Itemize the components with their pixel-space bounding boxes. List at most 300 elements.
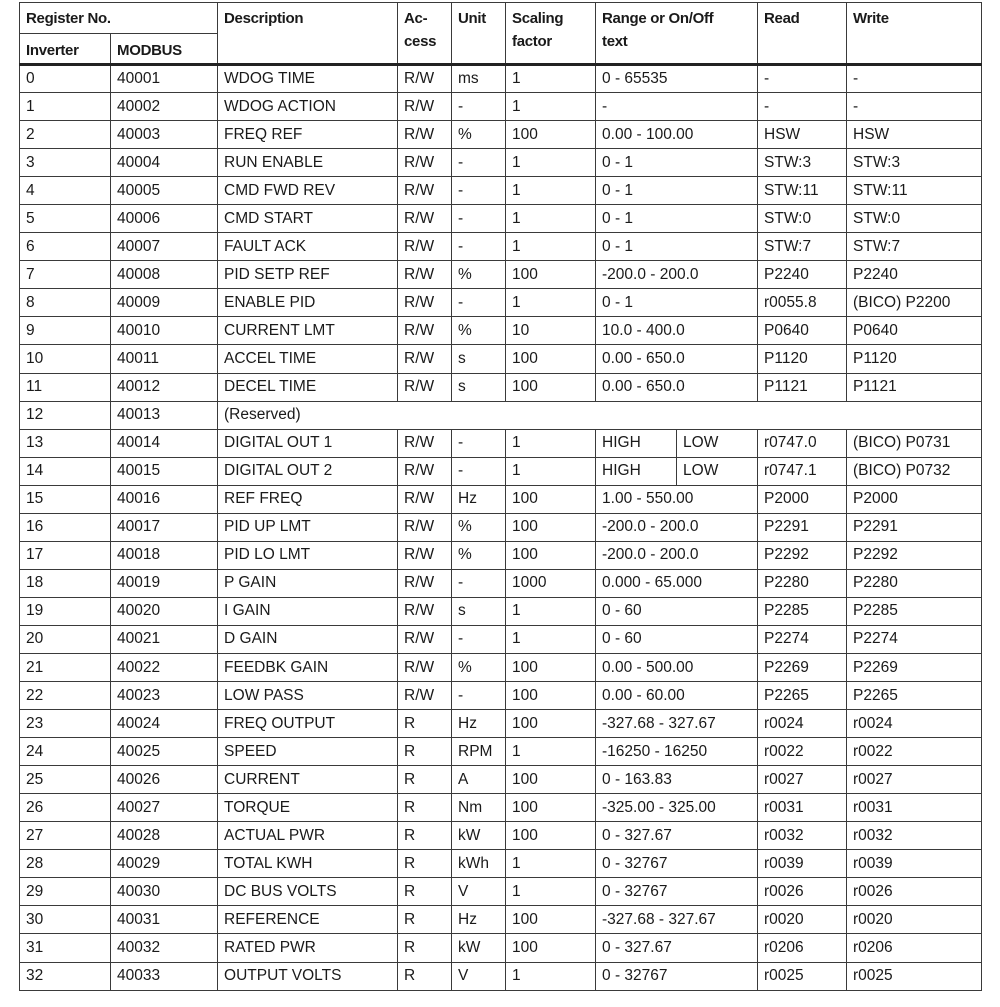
cell-modbus: 40016	[111, 485, 218, 513]
cell-access: R	[398, 738, 452, 766]
cell-inverter: 21	[20, 653, 111, 681]
table-row	[20, 738, 982, 766]
cell-description: RUN ENABLE	[218, 149, 398, 177]
cell-scaling: 1	[506, 233, 596, 261]
table-row	[20, 878, 982, 906]
table-row	[20, 65, 982, 93]
cell-write: STW:7	[847, 233, 982, 261]
cell-write: STW:0	[847, 205, 982, 233]
table-row	[20, 429, 982, 457]
cell-read: P0640	[758, 317, 847, 345]
cell-write: HSW	[847, 121, 982, 149]
cell-inverter: 22	[20, 682, 111, 710]
cell-scaling: 1000	[506, 569, 596, 597]
cell-access: R/W	[398, 345, 452, 373]
cell-access: R/W	[398, 625, 452, 653]
cell-range: 0 - 1	[596, 289, 758, 317]
cell-write: r0032	[847, 822, 982, 850]
cell-access: R/W	[398, 233, 452, 261]
cell-description: I GAIN	[218, 597, 398, 625]
cell-range: 0.00 - 500.00	[596, 653, 758, 681]
cell-inverter: 1	[20, 93, 111, 121]
cell-unit: Hz	[452, 906, 506, 934]
cell-scaling: 100	[506, 653, 596, 681]
cell-inverter: 28	[20, 850, 111, 878]
cell-modbus: 40003	[111, 121, 218, 149]
cell-read: P1121	[758, 373, 847, 401]
cell-modbus: 40009	[111, 289, 218, 317]
cell-description: OUTPUT VOLTS	[218, 962, 398, 990]
cell-inverter: 29	[20, 878, 111, 906]
cell-unit: s	[452, 373, 506, 401]
cell-access: R/W	[398, 177, 452, 205]
cell-read: r0025	[758, 962, 847, 990]
cell-read: P2000	[758, 485, 847, 513]
cell-modbus: 40010	[111, 317, 218, 345]
cell-range: -200.0 - 200.0	[596, 541, 758, 569]
header-range: Range or On/Off text	[596, 3, 758, 65]
cell-range: -	[596, 93, 758, 121]
table-row	[20, 373, 982, 401]
table-row	[20, 177, 982, 205]
table-row	[20, 934, 982, 962]
cell-unit: -	[452, 205, 506, 233]
cell-modbus: 40017	[111, 513, 218, 541]
cell-access: R/W	[398, 65, 452, 93]
table-row	[20, 149, 982, 177]
cell-description: REFERENCE	[218, 906, 398, 934]
cell-access: R	[398, 794, 452, 822]
cell-read: P2269	[758, 653, 847, 681]
cell-description: CMD FWD REV	[218, 177, 398, 205]
cell-read: P1120	[758, 345, 847, 373]
cell-description: DC BUS VOLTS	[218, 878, 398, 906]
cell-inverter: 16	[20, 513, 111, 541]
cell-inverter: 6	[20, 233, 111, 261]
cell-unit: ms	[452, 65, 506, 93]
cell-write: r0026	[847, 878, 982, 906]
cell-read: P2274	[758, 625, 847, 653]
header-modbus: MODBUS	[111, 34, 218, 65]
cell-inverter: 15	[20, 485, 111, 513]
cell-scaling: 100	[506, 261, 596, 289]
cell-inverter: 9	[20, 317, 111, 345]
cell-inverter: 10	[20, 345, 111, 373]
cell-write: (BICO) P0732	[847, 457, 982, 485]
header-register-no: Register No.	[20, 3, 218, 34]
header-write: Write	[847, 3, 982, 65]
cell-range: 0.00 - 100.00	[596, 121, 758, 149]
cell-read: P2285	[758, 597, 847, 625]
cell-description: CMD START	[218, 205, 398, 233]
cell-scaling: 100	[506, 121, 596, 149]
cell-access: R/W	[398, 541, 452, 569]
cell-range: 0.00 - 650.0	[596, 345, 758, 373]
cell-unit: RPM	[452, 738, 506, 766]
cell-access: R/W	[398, 149, 452, 177]
cell-unit: -	[452, 289, 506, 317]
cell-range: -200.0 - 200.0	[596, 513, 758, 541]
cell-inverter: 8	[20, 289, 111, 317]
table-row	[20, 205, 982, 233]
cell-access: R/W	[398, 597, 452, 625]
cell-scaling: 1	[506, 878, 596, 906]
cell-description: CURRENT	[218, 766, 398, 794]
cell-scaling: 1	[506, 850, 596, 878]
cell-inverter: 11	[20, 373, 111, 401]
cell-inverter: 13	[20, 429, 111, 457]
table-row	[20, 766, 982, 794]
cell-read: r0020	[758, 906, 847, 934]
cell-description: RATED PWR	[218, 934, 398, 962]
cell-modbus: 40023	[111, 682, 218, 710]
cell-inverter: 5	[20, 205, 111, 233]
cell-inverter: 31	[20, 934, 111, 962]
table-row	[20, 597, 982, 625]
cell-inverter: 20	[20, 625, 111, 653]
cell-unit: -	[452, 233, 506, 261]
cell-read: STW:3	[758, 149, 847, 177]
header-scaling-factor: Scaling factor	[506, 3, 596, 65]
cell-write: P2000	[847, 485, 982, 513]
cell-scaling: 1	[506, 65, 596, 93]
cell-access: R	[398, 878, 452, 906]
cell-modbus: 40002	[111, 93, 218, 121]
cell-scaling: 1	[506, 177, 596, 205]
cell-modbus: 40018	[111, 541, 218, 569]
cell-description: FAULT ACK	[218, 233, 398, 261]
cell-range: 0 - 327.67	[596, 822, 758, 850]
cell-read: -	[758, 93, 847, 121]
cell-read: r0747.1	[758, 457, 847, 485]
cell-write: P2292	[847, 541, 982, 569]
cell-inverter: 32	[20, 962, 111, 990]
table-body	[20, 65, 982, 991]
cell-read: -	[758, 65, 847, 93]
cell-description: FEEDBK GAIN	[218, 653, 398, 681]
cell-description: REF FREQ	[218, 485, 398, 513]
cell-inverter: 26	[20, 794, 111, 822]
cell-inverter: 25	[20, 766, 111, 794]
cell-range: 0.00 - 650.0	[596, 373, 758, 401]
cell-write: r0022	[847, 738, 982, 766]
cell-unit: Hz	[452, 485, 506, 513]
cell-range: -327.68 - 327.67	[596, 906, 758, 934]
cell-scaling: 1	[506, 457, 596, 485]
cell-access: R	[398, 822, 452, 850]
cell-read: STW:7	[758, 233, 847, 261]
cell-description: ACCEL TIME	[218, 345, 398, 373]
cell-modbus: 40014	[111, 429, 218, 457]
cell-write: P1121	[847, 373, 982, 401]
cell-unit: %	[452, 541, 506, 569]
cell-range: 10.0 - 400.0	[596, 317, 758, 345]
cell-range: 0 - 163.83	[596, 766, 758, 794]
cell-scaling: 100	[506, 682, 596, 710]
cell-description: ENABLE PID	[218, 289, 398, 317]
cell-scaling: 100	[506, 822, 596, 850]
cell-write: P2274	[847, 625, 982, 653]
cell-range: 0 - 32767	[596, 962, 758, 990]
cell-unit: %	[452, 653, 506, 681]
cell-unit: kW	[452, 822, 506, 850]
cell-unit: %	[452, 317, 506, 345]
cell-inverter: 4	[20, 177, 111, 205]
cell-modbus: 40015	[111, 457, 218, 485]
cell-read: r0022	[758, 738, 847, 766]
cell-read: r0206	[758, 934, 847, 962]
cell-inverter: 23	[20, 710, 111, 738]
cell-write: P2265	[847, 682, 982, 710]
cell-inverter: 3	[20, 149, 111, 177]
table-row	[20, 682, 982, 710]
cell-scaling: 100	[506, 794, 596, 822]
cell-access: R/W	[398, 513, 452, 541]
table-row	[20, 401, 982, 429]
cell-unit: %	[452, 121, 506, 149]
cell-access: R/W	[398, 261, 452, 289]
cell-range-off: LOW	[677, 457, 758, 485]
cell-unit: -	[452, 682, 506, 710]
cell-range: 0 - 32767	[596, 850, 758, 878]
cell-unit: %	[452, 513, 506, 541]
cell-modbus: 40020	[111, 597, 218, 625]
cell-description-reserved: (Reserved)	[218, 401, 982, 429]
cell-range: 0 - 327.67	[596, 934, 758, 962]
cell-write: P1120	[847, 345, 982, 373]
cell-write: STW:11	[847, 177, 982, 205]
cell-access: R/W	[398, 485, 452, 513]
cell-write: P2285	[847, 597, 982, 625]
cell-modbus: 40005	[111, 177, 218, 205]
cell-range: 0 - 1	[596, 177, 758, 205]
cell-write: r0027	[847, 766, 982, 794]
cell-write: STW:3	[847, 149, 982, 177]
cell-read: r0032	[758, 822, 847, 850]
header-unit: Unit	[452, 3, 506, 65]
cell-write: r0039	[847, 850, 982, 878]
cell-read: r0027	[758, 766, 847, 794]
cell-unit: -	[452, 177, 506, 205]
table-row	[20, 906, 982, 934]
cell-write: r0031	[847, 794, 982, 822]
cell-unit: -	[452, 569, 506, 597]
table-row	[20, 485, 982, 513]
cell-scaling: 100	[506, 541, 596, 569]
cell-scaling: 1	[506, 93, 596, 121]
table-row	[20, 541, 982, 569]
cell-read: P2292	[758, 541, 847, 569]
cell-range: 0 - 60	[596, 597, 758, 625]
cell-access: R/W	[398, 429, 452, 457]
cell-description: LOW PASS	[218, 682, 398, 710]
cell-scaling: 100	[506, 766, 596, 794]
cell-range: 0 - 65535	[596, 65, 758, 93]
cell-description: CURRENT LMT	[218, 317, 398, 345]
cell-access: R/W	[398, 205, 452, 233]
table-row	[20, 822, 982, 850]
cell-scaling: 1	[506, 149, 596, 177]
cell-scaling: 1	[506, 738, 596, 766]
cell-modbus: 40006	[111, 205, 218, 233]
cell-inverter: 19	[20, 597, 111, 625]
cell-write: r0024	[847, 710, 982, 738]
cell-access: R	[398, 766, 452, 794]
cell-modbus: 40027	[111, 794, 218, 822]
modbus-register-table	[19, 2, 982, 991]
cell-read: HSW	[758, 121, 847, 149]
cell-write: (BICO) P0731	[847, 429, 982, 457]
cell-range: 0.000 - 65.000	[596, 569, 758, 597]
table-row	[20, 345, 982, 373]
cell-range: 0 - 1	[596, 233, 758, 261]
cell-description: PID SETP REF	[218, 261, 398, 289]
cell-range: -325.00 - 325.00	[596, 794, 758, 822]
cell-unit: -	[452, 625, 506, 653]
cell-inverter: 27	[20, 822, 111, 850]
table-row	[20, 962, 982, 990]
table-row	[20, 261, 982, 289]
cell-access: R/W	[398, 289, 452, 317]
cell-unit: -	[452, 457, 506, 485]
table-row	[20, 457, 982, 485]
cell-write: r0020	[847, 906, 982, 934]
cell-range: -327.68 - 327.67	[596, 710, 758, 738]
table-row	[20, 121, 982, 149]
table-row	[20, 625, 982, 653]
cell-access: R/W	[398, 457, 452, 485]
cell-modbus: 40013	[111, 401, 218, 429]
cell-write: -	[847, 65, 982, 93]
cell-modbus: 40021	[111, 625, 218, 653]
cell-unit: -	[452, 429, 506, 457]
cell-write: P2291	[847, 513, 982, 541]
cell-unit: Nm	[452, 794, 506, 822]
table-row	[20, 317, 982, 345]
cell-write: P0640	[847, 317, 982, 345]
cell-description: FREQ REF	[218, 121, 398, 149]
cell-description: TORQUE	[218, 794, 398, 822]
cell-range-on: HIGH	[596, 457, 677, 485]
cell-access: R/W	[398, 373, 452, 401]
cell-description: ACTUAL PWR	[218, 822, 398, 850]
cell-description: PID LO LMT	[218, 541, 398, 569]
cell-modbus: 40011	[111, 345, 218, 373]
cell-access: R/W	[398, 121, 452, 149]
cell-scaling: 100	[506, 906, 596, 934]
cell-read: P2280	[758, 569, 847, 597]
cell-access: R	[398, 906, 452, 934]
cell-scaling: 100	[506, 710, 596, 738]
cell-range: 0 - 1	[596, 149, 758, 177]
cell-inverter: 14	[20, 457, 111, 485]
cell-description: TOTAL KWH	[218, 850, 398, 878]
cell-access: R/W	[398, 653, 452, 681]
table-row	[20, 710, 982, 738]
cell-modbus: 40012	[111, 373, 218, 401]
cell-scaling: 1	[506, 597, 596, 625]
cell-description: PID UP LMT	[218, 513, 398, 541]
cell-description: DECEL TIME	[218, 373, 398, 401]
cell-range: 0.00 - 60.00	[596, 682, 758, 710]
cell-modbus: 40008	[111, 261, 218, 289]
cell-modbus: 40029	[111, 850, 218, 878]
cell-scaling: 1	[506, 625, 596, 653]
cell-modbus: 40007	[111, 233, 218, 261]
cell-write: r0025	[847, 962, 982, 990]
cell-description: DIGITAL OUT 1	[218, 429, 398, 457]
cell-scaling: 100	[506, 485, 596, 513]
cell-modbus: 40025	[111, 738, 218, 766]
cell-read: r0747.0	[758, 429, 847, 457]
cell-description: WDOG TIME	[218, 65, 398, 93]
cell-access: R	[398, 934, 452, 962]
cell-description: D GAIN	[218, 625, 398, 653]
cell-read: STW:11	[758, 177, 847, 205]
cell-range: -200.0 - 200.0	[596, 261, 758, 289]
table-row	[20, 289, 982, 317]
table-row	[20, 513, 982, 541]
cell-range: 1.00 - 550.00	[596, 485, 758, 513]
cell-modbus: 40031	[111, 906, 218, 934]
table-row	[20, 653, 982, 681]
cell-range-off: LOW	[677, 429, 758, 457]
cell-write: P2240	[847, 261, 982, 289]
table-row	[20, 233, 982, 261]
cell-access: R/W	[398, 682, 452, 710]
table-row	[20, 93, 982, 121]
cell-inverter: 18	[20, 569, 111, 597]
cell-write: -	[847, 93, 982, 121]
cell-modbus: 40033	[111, 962, 218, 990]
header-access: Ac- cess	[398, 3, 452, 65]
cell-inverter: 0	[20, 65, 111, 93]
cell-inverter: 17	[20, 541, 111, 569]
cell-access: R	[398, 850, 452, 878]
cell-read: r0026	[758, 878, 847, 906]
cell-write: (BICO) P2200	[847, 289, 982, 317]
cell-unit: V	[452, 878, 506, 906]
cell-unit: s	[452, 345, 506, 373]
cell-access: R	[398, 710, 452, 738]
cell-modbus: 40024	[111, 710, 218, 738]
cell-modbus: 40001	[111, 65, 218, 93]
cell-read: r0024	[758, 710, 847, 738]
cell-inverter: 30	[20, 906, 111, 934]
cell-range: 0 - 60	[596, 625, 758, 653]
cell-write: r0206	[847, 934, 982, 962]
cell-read: P2240	[758, 261, 847, 289]
cell-range: -16250 - 16250	[596, 738, 758, 766]
cell-scaling: 1	[506, 289, 596, 317]
cell-unit: kWh	[452, 850, 506, 878]
cell-unit: -	[452, 93, 506, 121]
cell-modbus: 40030	[111, 878, 218, 906]
cell-modbus: 40022	[111, 653, 218, 681]
table-row	[20, 569, 982, 597]
cell-write: P2280	[847, 569, 982, 597]
cell-description: FREQ OUTPUT	[218, 710, 398, 738]
cell-inverter: 7	[20, 261, 111, 289]
cell-range-on: HIGH	[596, 429, 677, 457]
cell-unit: Hz	[452, 710, 506, 738]
cell-read: P2265	[758, 682, 847, 710]
cell-scaling: 100	[506, 373, 596, 401]
cell-scaling: 100	[506, 513, 596, 541]
cell-read: P2291	[758, 513, 847, 541]
cell-access: R/W	[398, 569, 452, 597]
cell-range: 0 - 32767	[596, 878, 758, 906]
